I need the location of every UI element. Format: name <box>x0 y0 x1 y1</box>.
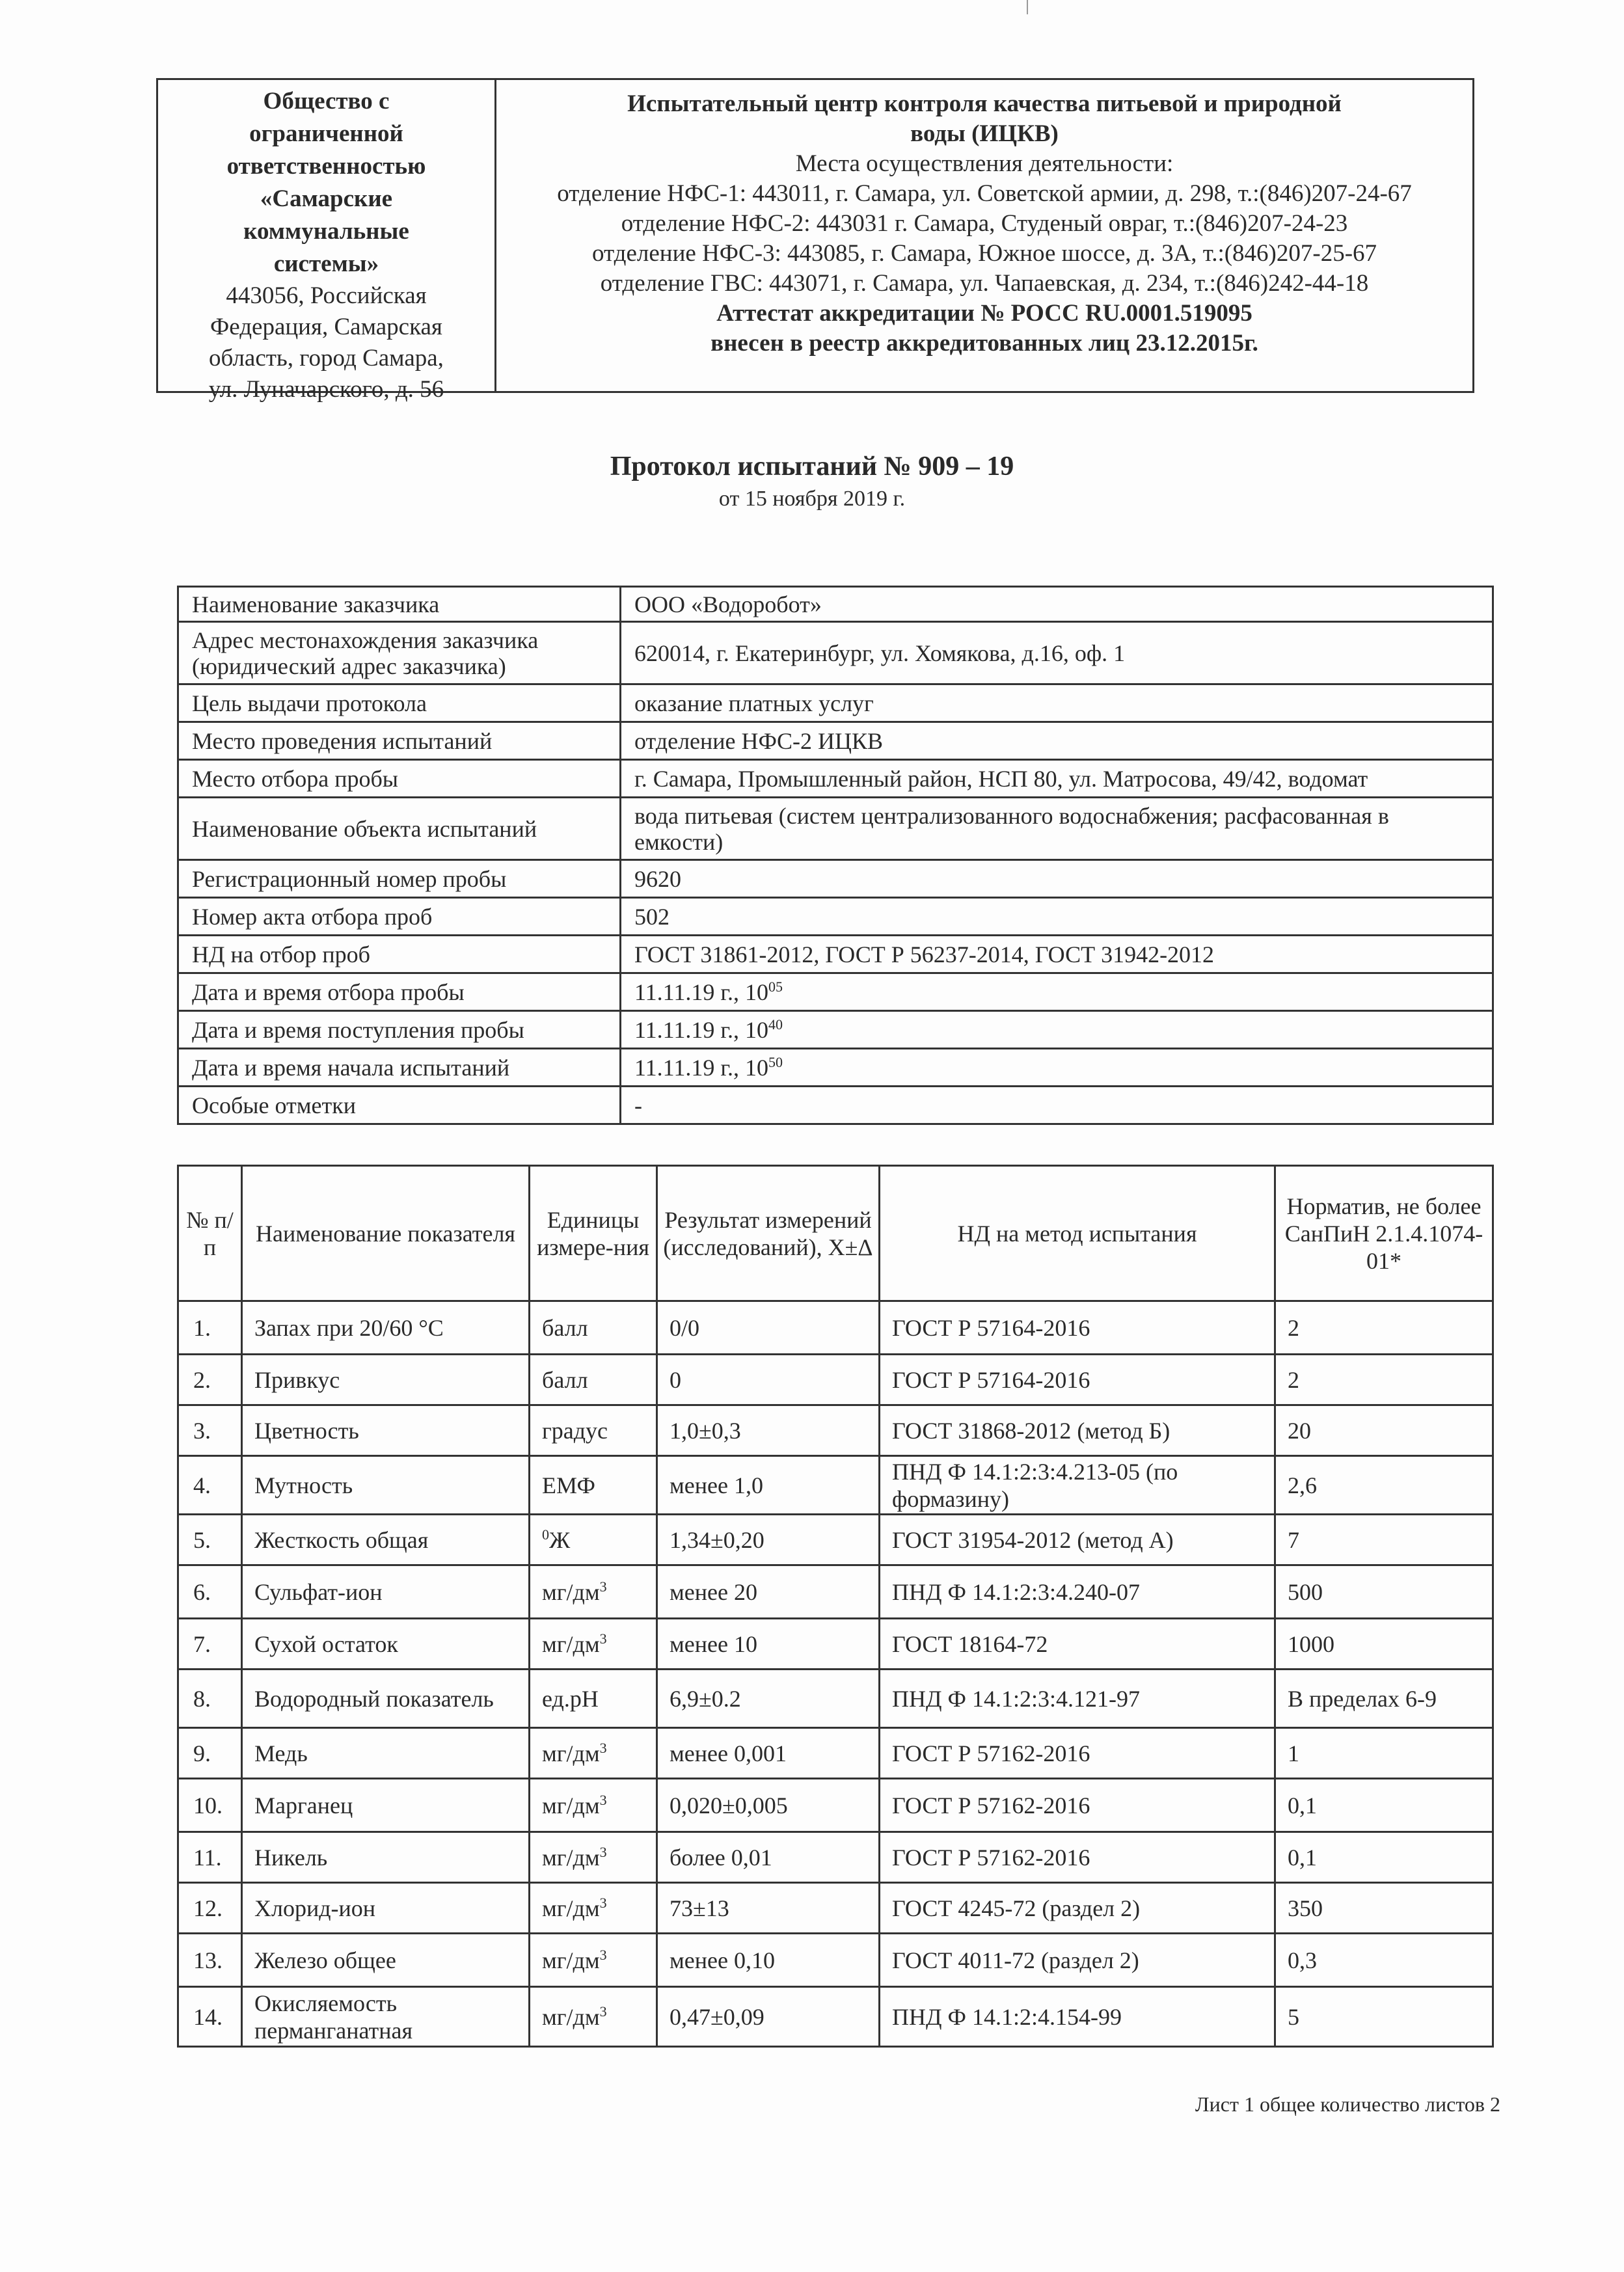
result-name: Хлорид-ион <box>242 1883 530 1934</box>
result-unit <box>530 1883 657 1934</box>
time-minutes: 50 <box>768 1053 783 1070</box>
unit-exponent: 3 <box>599 1946 607 1963</box>
result-norm: 500 <box>1275 1565 1493 1619</box>
result-name: Привкус <box>242 1355 530 1405</box>
test-center-block <box>496 80 1472 391</box>
info-value <box>621 760 1493 798</box>
result-method: ГОСТ Р 57162-2016 <box>880 1832 1275 1883</box>
result-row <box>178 1565 1493 1619</box>
results-table <box>177 1165 1494 2048</box>
branch-line: отделение ГВС: 443071, г. Самара, ул. Чапаевская, д. 234, т.:(846)242-44-18 <box>600 270 1369 297</box>
info-row <box>178 1049 1493 1087</box>
result-name: Никель <box>242 1832 530 1883</box>
result-num: 9. <box>178 1728 242 1779</box>
result-num: 13. <box>178 1934 242 1987</box>
info-value <box>621 973 1493 1011</box>
info-value-text: 620014, г. Екатеринбург, ул. Хомякова, д.16, оф. 1 <box>634 640 1126 666</box>
result-norm: 0,3 <box>1275 1934 1493 1987</box>
page-footer: Лист 1 общее количество листов 2 <box>1195 2092 1500 2116</box>
info-value-text: 9620 <box>634 865 681 892</box>
info-value <box>621 587 1493 622</box>
result-name: Железо общее <box>242 1934 530 1987</box>
info-value-text: - <box>634 1092 642 1118</box>
result-row <box>178 1934 1493 1987</box>
result-method: ГОСТ 4245-72 (раздел 2) <box>880 1883 1275 1934</box>
unit-text: мг/дм <box>542 1578 600 1605</box>
org-name-line: системы» <box>273 250 379 277</box>
result-value: менее 0,001 <box>657 1728 880 1779</box>
result-method: ГОСТ 18164-72 <box>880 1619 1275 1670</box>
result-unit <box>530 1515 657 1565</box>
info-value <box>621 1087 1493 1124</box>
result-norm: 20 <box>1275 1405 1493 1456</box>
result-unit <box>530 1565 657 1619</box>
result-unit <box>530 1832 657 1883</box>
info-key: Дата и время поступления пробы <box>178 1011 621 1049</box>
result-row <box>178 1670 1493 1728</box>
result-norm: 5 <box>1275 1987 1493 2047</box>
unit-text: мг/дм <box>542 1844 600 1871</box>
result-unit <box>530 1301 657 1355</box>
result-norm: 350 <box>1275 1883 1493 1934</box>
col-norm: Норматив, не более СанПиН 2.1.4.1074-01* <box>1275 1166 1493 1301</box>
result-unit <box>530 1728 657 1779</box>
result-value: менее 0,10 <box>657 1934 880 1987</box>
result-unit <box>530 1619 657 1670</box>
info-key: Цель выдачи протокола <box>178 684 621 722</box>
result-unit <box>530 1355 657 1405</box>
info-row <box>178 1011 1493 1049</box>
unit-exponent: 3 <box>599 1791 607 1808</box>
result-row <box>178 1728 1493 1779</box>
info-key: Место проведения испытаний <box>178 722 621 760</box>
info-key: Дата и время начала испытаний <box>178 1049 621 1087</box>
result-value: 0 <box>657 1355 880 1405</box>
unit-text: Ж <box>549 1526 571 1553</box>
result-row <box>178 1405 1493 1456</box>
org-name-line: ответственностью <box>226 153 426 180</box>
info-value <box>621 1049 1493 1087</box>
result-value: менее 10 <box>657 1619 880 1670</box>
protocol-date: от 15 ноября 2019 г. <box>718 487 906 511</box>
result-unit <box>530 1934 657 1987</box>
result-value: 1,0±0,3 <box>657 1405 880 1456</box>
result-name: Медь <box>242 1728 530 1779</box>
result-method: ГОСТ 31868-2012 (метод Б) <box>880 1405 1275 1456</box>
unit-text: мг/дм <box>542 2003 600 2030</box>
info-value <box>621 1011 1493 1049</box>
result-norm: 0,1 <box>1275 1779 1493 1832</box>
unit-exponent: 3 <box>599 1894 607 1911</box>
unit-text: мг/дм <box>542 1630 600 1657</box>
result-method: ГОСТ Р 57162-2016 <box>880 1728 1275 1779</box>
protocol-title-block <box>0 449 1624 514</box>
unit-exponent: 3 <box>599 2003 607 2020</box>
result-value: 1,34±0,20 <box>657 1515 880 1565</box>
info-value-text: 11.11.19 г., 10 <box>634 979 769 1005</box>
result-row <box>178 1515 1493 1565</box>
result-row <box>178 1779 1493 1832</box>
info-value <box>621 936 1493 973</box>
org-address-line: ул. Луначарского, д. 56 <box>208 376 444 403</box>
result-num: 10. <box>178 1779 242 1832</box>
col-method: НД на метод испытания <box>880 1166 1275 1301</box>
result-method: ГОСТ Р 57164-2016 <box>880 1301 1275 1355</box>
info-value-text: 11.11.19 г., 10 <box>634 1016 769 1043</box>
org-name-line: «Самарские <box>260 185 393 212</box>
organization-block <box>158 80 496 403</box>
result-norm: 1 <box>1275 1728 1493 1779</box>
org-name-line: ограниченной <box>249 120 403 147</box>
result-num: 4. <box>178 1456 242 1515</box>
result-method: ГОСТ Р 57162-2016 <box>880 1779 1275 1832</box>
result-row <box>178 1832 1493 1883</box>
info-value-text: вода питьевая (систем централизованного водоснабжения; расфасованная в емкости) <box>634 802 1389 855</box>
result-num: 8. <box>178 1670 242 1728</box>
info-key: Наименование заказчика <box>178 587 621 622</box>
result-value: менее 20 <box>657 1565 880 1619</box>
info-row <box>178 587 1493 622</box>
result-method: ПНД Ф 14.1:2:3:4.121-97 <box>880 1670 1275 1728</box>
accreditation-line: внесен в реестр аккредитованных лиц 23.12.2015г. <box>710 330 1258 357</box>
branch-line: отделение НФС-2: 443031 г. Самара, Студеный овраг, т.:(846)207-24-23 <box>621 210 1348 237</box>
info-row <box>178 798 1493 860</box>
result-method: ГОСТ Р 57164-2016 <box>880 1355 1275 1405</box>
result-num: 11. <box>178 1832 242 1883</box>
col-unit: Единицы измере-ния <box>530 1166 657 1301</box>
unit-text: мг/дм <box>542 1895 600 1921</box>
time-minutes: 05 <box>768 978 783 995</box>
unit-text: мг/дм <box>542 1792 600 1819</box>
result-unit <box>530 1779 657 1832</box>
scan-mark <box>1027 0 1028 14</box>
result-norm: 1000 <box>1275 1619 1493 1670</box>
unit-text: балл <box>542 1366 588 1393</box>
result-row <box>178 1883 1493 1934</box>
result-method: ГОСТ 31954-2012 (метод А) <box>880 1515 1275 1565</box>
unit-exponent: 3 <box>599 1843 607 1860</box>
result-value: 0/0 <box>657 1301 880 1355</box>
result-num: 14. <box>178 1987 242 2047</box>
unit-text: мг/дм <box>542 1740 600 1766</box>
info-key: Номер акта отбора проб <box>178 898 621 936</box>
result-name: Окисляемость перманганатная <box>242 1987 530 2047</box>
result-value: 73±13 <box>657 1883 880 1934</box>
info-key: Адрес местонахождения заказчика (юридический адрес заказчика) <box>178 622 621 684</box>
info-key: Дата и время отбора пробы <box>178 973 621 1011</box>
col-name: Наименование показателя <box>242 1166 530 1301</box>
info-value-text: ГОСТ 31861-2012, ГОСТ Р 56237-2014, ГОСТ 31942-2012 <box>634 941 1215 967</box>
info-key: Особые отметки <box>178 1087 621 1124</box>
result-method: ПНД Ф 14.1:2:4.154-99 <box>880 1987 1275 2047</box>
result-num: 12. <box>178 1883 242 1934</box>
info-value-text: ООО «Водоробот» <box>634 591 822 617</box>
result-name: Жесткость общая <box>242 1515 530 1565</box>
info-value-text: оказание платных услуг <box>634 690 874 716</box>
result-num: 3. <box>178 1405 242 1456</box>
info-row <box>178 860 1493 898</box>
info-row <box>178 936 1493 973</box>
unit-exponent: 3 <box>599 1578 607 1595</box>
protocol-title: Протокол испытаний № 909 – 19 <box>610 452 1014 481</box>
results-header-row <box>178 1166 1493 1301</box>
places-label: Места осуществления деятельности: <box>795 150 1174 177</box>
info-row <box>178 722 1493 760</box>
unit-text: мг/дм <box>542 1947 600 1973</box>
result-norm: 0,1 <box>1275 1832 1493 1883</box>
result-row <box>178 1355 1493 1405</box>
info-value <box>621 622 1493 684</box>
result-num: 6. <box>178 1565 242 1619</box>
branch-line: отделение НФС-1: 443011, г. Самара, ул. Советской армии, д. 298, т.:(846)207-24-67 <box>557 180 1412 207</box>
info-row <box>178 760 1493 798</box>
result-num: 1. <box>178 1301 242 1355</box>
result-row <box>178 1301 1493 1355</box>
info-value <box>621 684 1493 722</box>
info-row <box>178 898 1493 936</box>
degree-mark: 0 <box>542 1526 549 1543</box>
info-value-text: отделение НФС-2 ИЦКВ <box>634 727 883 754</box>
result-norm: 2,6 <box>1275 1456 1493 1515</box>
result-value: 6,9±0.2 <box>657 1670 880 1728</box>
center-title: воды (ИЦКВ) <box>910 120 1059 147</box>
unit-text: ед.рН <box>542 1685 599 1712</box>
accreditation-line: Аттестат аккредитации № РОСС RU.0001.519095 <box>716 300 1252 327</box>
info-value-text: г. Самара, Промышленный район, НСП 80, ул. Матросова, 49/42, водомат <box>634 765 1368 792</box>
result-row <box>178 1619 1493 1670</box>
info-key: Регистрационный номер пробы <box>178 860 621 898</box>
result-name: Сухой остаток <box>242 1619 530 1670</box>
result-method: ПНД Ф 14.1:2:3:4.240-07 <box>880 1565 1275 1619</box>
result-norm: 2 <box>1275 1301 1493 1355</box>
result-norm: В пределах 6-9 <box>1275 1670 1493 1728</box>
result-name: Запах при 20/60 °С <box>242 1301 530 1355</box>
result-name: Цветность <box>242 1405 530 1456</box>
result-value: более 0,01 <box>657 1832 880 1883</box>
branch-line: отделение НФС-3: 443085, г. Самара, Южное шоссе, д. 3А, т.:(846)207-25-67 <box>591 240 1377 267</box>
result-unit <box>530 1405 657 1456</box>
org-address-line: 443056, Российская <box>226 282 427 309</box>
result-num: 5. <box>178 1515 242 1565</box>
info-row <box>178 622 1493 684</box>
col-result: Результат измерений (исследований), Х±Δ <box>657 1166 880 1301</box>
info-row <box>178 973 1493 1011</box>
result-unit <box>530 1456 657 1515</box>
info-row <box>178 684 1493 722</box>
org-address-line: Федерация, Самарская <box>210 314 442 340</box>
col-num: № п/п <box>178 1166 242 1301</box>
result-row <box>178 1987 1493 2047</box>
result-name: Сульфат-ион <box>242 1565 530 1619</box>
result-name: Водородный показатель <box>242 1670 530 1728</box>
unit-text: ЕМФ <box>542 1472 595 1498</box>
letterhead <box>156 78 1474 403</box>
result-name: Марганец <box>242 1779 530 1832</box>
result-method: ПНД Ф 14.1:2:3:4.213-05 (по формазину) <box>880 1456 1275 1515</box>
result-method: ГОСТ 4011-72 (раздел 2) <box>880 1934 1275 1987</box>
unit-text: балл <box>542 1314 588 1341</box>
result-row <box>178 1456 1493 1515</box>
info-value <box>621 860 1493 898</box>
org-name-line: Общество с <box>263 88 390 115</box>
result-num: 2. <box>178 1355 242 1405</box>
unit-text: градус <box>542 1417 608 1444</box>
unit-exponent: 3 <box>599 1739 607 1756</box>
result-value: 0,47±0,09 <box>657 1987 880 2047</box>
info-value <box>621 722 1493 760</box>
result-unit <box>530 1670 657 1728</box>
info-value <box>621 898 1493 936</box>
info-key: Место отбора пробы <box>178 760 621 798</box>
result-norm: 2 <box>1275 1355 1493 1405</box>
result-value: менее 1,0 <box>657 1456 880 1515</box>
org-address-line: область, город Самара, <box>209 345 444 372</box>
center-title: Испытательный центр контроля качества питьевой и природной <box>627 90 1342 117</box>
info-value-text: 502 <box>634 903 670 930</box>
result-value: 0,020±0,005 <box>657 1779 880 1832</box>
result-norm: 7 <box>1275 1515 1493 1565</box>
info-key: НД на отбор проб <box>178 936 621 973</box>
result-name: Мутность <box>242 1456 530 1515</box>
org-name-line: коммунальные <box>243 218 409 245</box>
unit-exponent: 3 <box>599 1630 607 1647</box>
time-minutes: 40 <box>768 1016 783 1033</box>
info-value <box>621 798 1493 860</box>
result-num: 7. <box>178 1619 242 1670</box>
info-row <box>178 1087 1493 1124</box>
sample-info-table <box>177 586 1494 1125</box>
info-value-text: 11.11.19 г., 10 <box>634 1054 769 1081</box>
result-unit <box>530 1987 657 2047</box>
info-key: Наименование объекта испытаний <box>178 798 621 860</box>
